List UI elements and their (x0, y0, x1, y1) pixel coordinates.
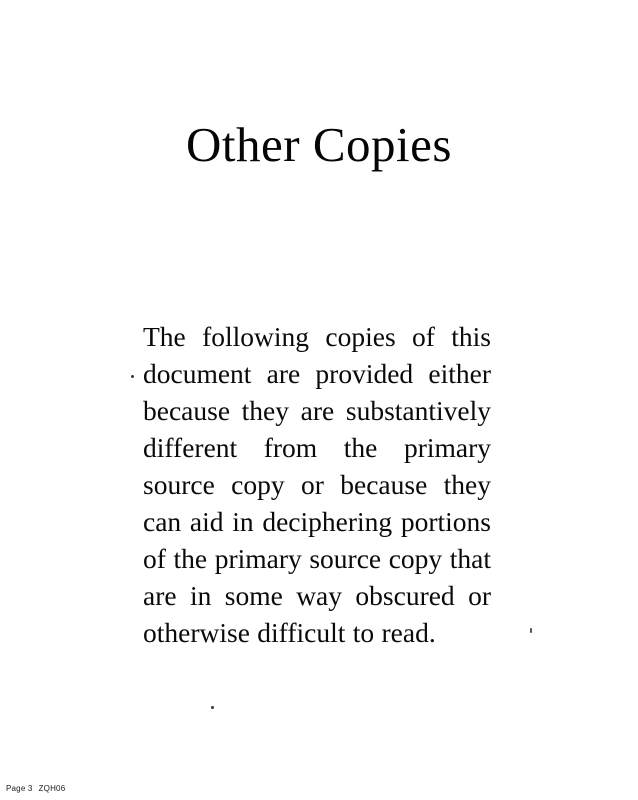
scan-speck (131, 375, 134, 378)
page-footer (6, 784, 65, 793)
page-title: Other Copies (186, 117, 452, 172)
body-text-block (143, 318, 491, 651)
scan-speck (530, 628, 532, 633)
body-paragraph: The following copies of this document are provided either because they are substantively different from the primary source copy or because they can aid in deciphering portions of the primary source copy that are in some way obscured or otherwise difficult to read. (143, 321, 491, 648)
footer-page-number: Page 3 (6, 784, 33, 793)
scan-speck (211, 706, 214, 709)
footer-document-id: ZQH06 (38, 784, 66, 793)
